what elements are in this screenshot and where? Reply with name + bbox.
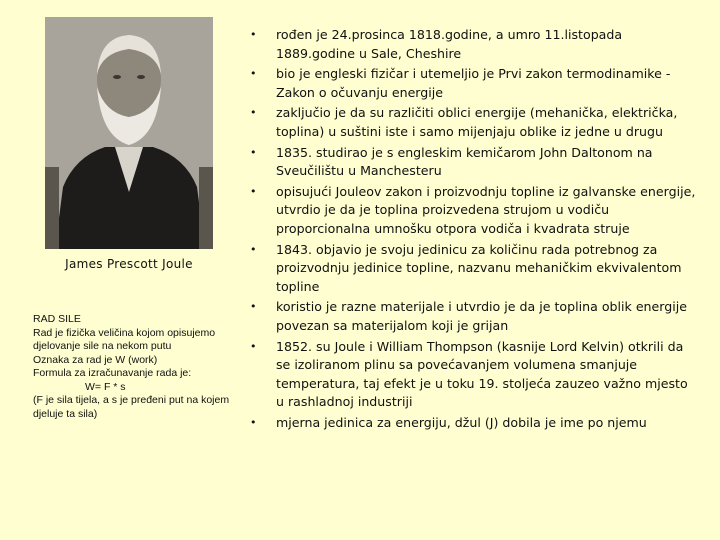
notes-heading: RAD SILE [33, 313, 81, 325]
notes-formula-label: Formula za izračunavanje rada je: [33, 367, 192, 379]
work-notes [33, 313, 233, 421]
list-item: • rođen je 24.prosinca 1818.godine, a umro 11.listopada 1889.godine u Sale, Cheshire [246, 26, 696, 63]
notes-formula: W= F * s [85, 380, 126, 393]
list-item: • zaključio je da su različiti oblici energije (mehanička, električka, toplina) u suštini iste i samo mijenjaju oblike iz jedne u drugu [246, 104, 696, 141]
list-item: • mjerna jedinica za energiju, džul (J) dobila je ime po njemu [246, 414, 696, 433]
list-item: • koristio je razne materijale i utvrdio je da je toplina oblik energije povezan sa materijalom koji je grijan [246, 298, 696, 335]
list-item: • bio je engleski fizičar i utemeljio je Prvi zakon termodinamike - Zakon o očuvanju energije [246, 65, 696, 102]
portrait-caption: James Prescott Joule [65, 257, 193, 271]
list-item: • opisujući Jouleov zakon i proizvodnju topline iz galvanske energije, utvrdio je da je toplina proizvedena strujom u vodiču proporcionalna umnošku otpora vodiča i kvadrata struje [246, 183, 696, 239]
list-item: • 1843. objavio je svoju jedinicu za količinu rada potrebnog za proizvodnju jedinice topline, nazvanu mehaničkim ekvivalentom topline [246, 241, 696, 297]
list-item: • 1852. su Joule i William Thompson (kasnije Lord Kelvin) otkrili da se izoliranom plinu sa povećavanjem volumena smanjuje temperatura, taj efekt je u toku 19. stoljeća zauzeo važno mjesto u rashladnoj industriji [246, 338, 696, 412]
portrait-photo [45, 17, 213, 249]
notes-symbol: Oznaka za rad je W (work) [33, 353, 158, 366]
notes-explanation: (F je sila tijela, a s je pređeni put na kojem djeluje ta sila) [33, 394, 230, 420]
notes-definition: Rad je fizička veličina kojom opisujemo djelovanje sile na nekom putu [33, 326, 216, 352]
biography-list [246, 26, 696, 434]
list-item: • 1835. studirao je s engleskim kemičarom John Daltonom na Sveučilištu u Manchesteru [246, 144, 696, 181]
